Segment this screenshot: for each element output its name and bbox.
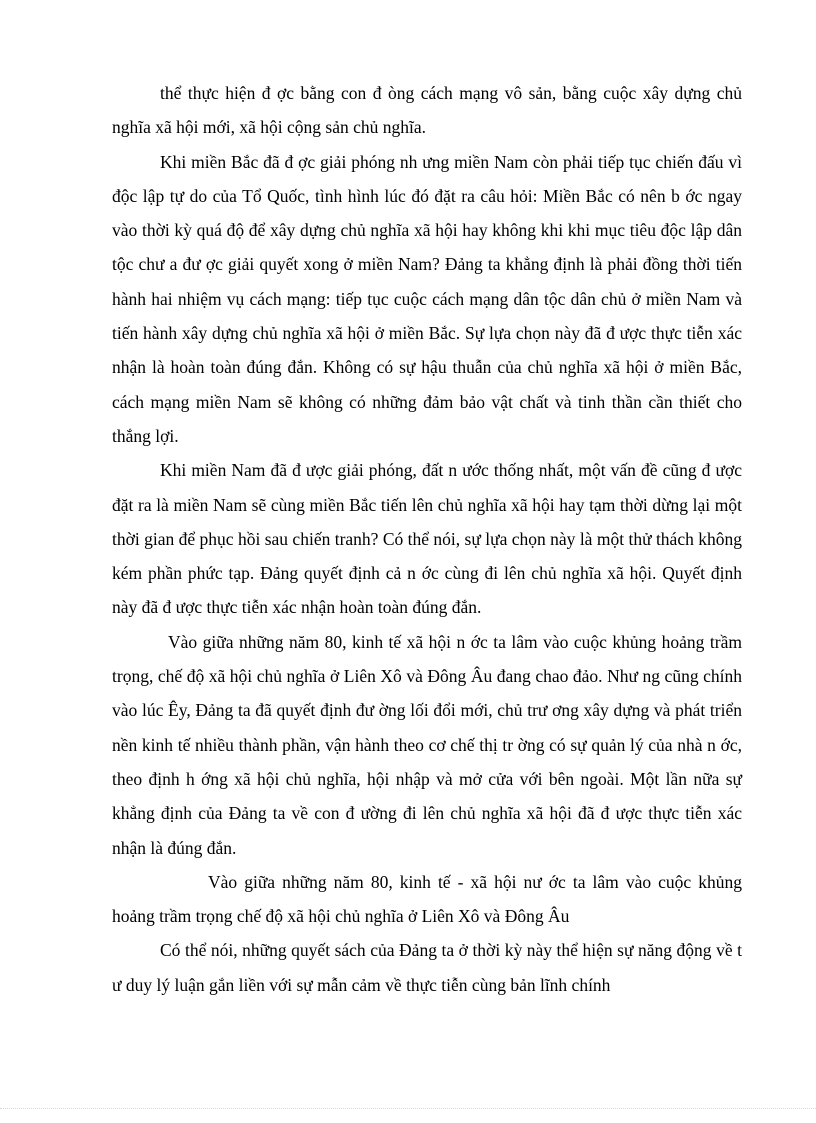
paragraph-5: Vào giữa những năm 80, kinh tế - xã hội nư ớc ta lâm vào cuộc khủng hoảng trầm trọng chế độ xã hội chủ nghĩa ở Liên Xô và Đông Âu xyxy=(112,871,742,927)
paragraph-6: Có thể nói, những quyết sách của Đảng ta ở thời kỳ này thể hiện sự năng động về t ư duy lý luận gắn liền với sự mẫn cảm về thực tiễn cùng bản lĩnh chính xyxy=(112,940,742,995)
paragraph-2: Khi miền Bắc đã đ ợc giải phóng nh ưng miền Nam còn phải tiếp tục chiến đấu vì độc lập tự do của Tổ Quốc, tình hình lúc đó đặt ra câu hỏi: Miền Bắc có nên b ớc ngay vào thời kỳ quá độ để xây dựng chủ nghĩa xã hội hay không khi khi mục tiêu độc lập dân tộc chư a đư ợc giải quyết xong ở miền Nam? Đảng ta khẳng định là phải đồng thời tiến hành hai nhiệm vụ cách mạng: tiếp tục cuộc cách mạng dân tộc dân chủ ở miền Nam và tiến hành xây dựng chủ nghĩa xã hội ở miền Bắc. Sự lựa chọn này đã đ ược thực tiễn xác nhận là hoàn toàn đúng đắn. Không có sự hậu thuẫn của chủ nghĩa xã hội ở miền Bắc, cách mạng miền Nam sẽ không có những đảm bảo vật chất và tinh thần cần thiết cho thắng lợi. xyxy=(112,151,742,446)
page-bottom-divider xyxy=(0,1108,816,1109)
paragraph-3: Khi miền Nam đã đ ược giải phóng, đất n ước thống nhất, một vấn đề cũng đ ược đặt ra là miền Nam sẽ cùng miền Bắc tiến lên chủ nghĩa xã hội hay tạm thời dừng lại một thời gian để phục hồi sau chiến tranh? Có thể nói, sự lựa chọn này là một thử thách không kém phần phức tạp. Đảng quyết định cả n ớc cùng đi lên chủ nghĩa xã hội. Quyết định này đã đ ược thực tiễn xác nhận hoàn toàn đúng đắn. xyxy=(112,460,742,618)
paragraph-1: thể thực hiện đ ợc bằng con đ òng cách mạng vô sản, bằng cuộc xây dựng chủ nghĩa xã hội mới, xã hội cộng sản chủ nghĩa. xyxy=(112,83,742,138)
paragraph-4: Vào giữa những năm 80, kinh tế xã hội n ớc ta lâm vào cuộc khủng hoảng trầm trọng, chế độ xã hội chủ nghĩa ở Liên Xô và Đông Âu đang chao đảo. Như ng cũng chính vào lúc Êy, Đảng ta đã quyết định đư ờng lối đổi mới, chủ trư ơng xây dựng và phát triển nền kinh tế nhiều thành phần, vận hành theo cơ chế thị tr ờng có sự quản lý của nhà n ớc, theo định h ớng xã hội chủ nghĩa, hội nhập và mở cửa với bên ngoài. Một lần nữa sự khẳng định của Đảng ta về con đ ường đi lên chủ nghĩa xã hội đã đ ược thực tiễn xác nhận là đúng đắn. xyxy=(112,631,742,858)
document-page xyxy=(112,76,742,1002)
